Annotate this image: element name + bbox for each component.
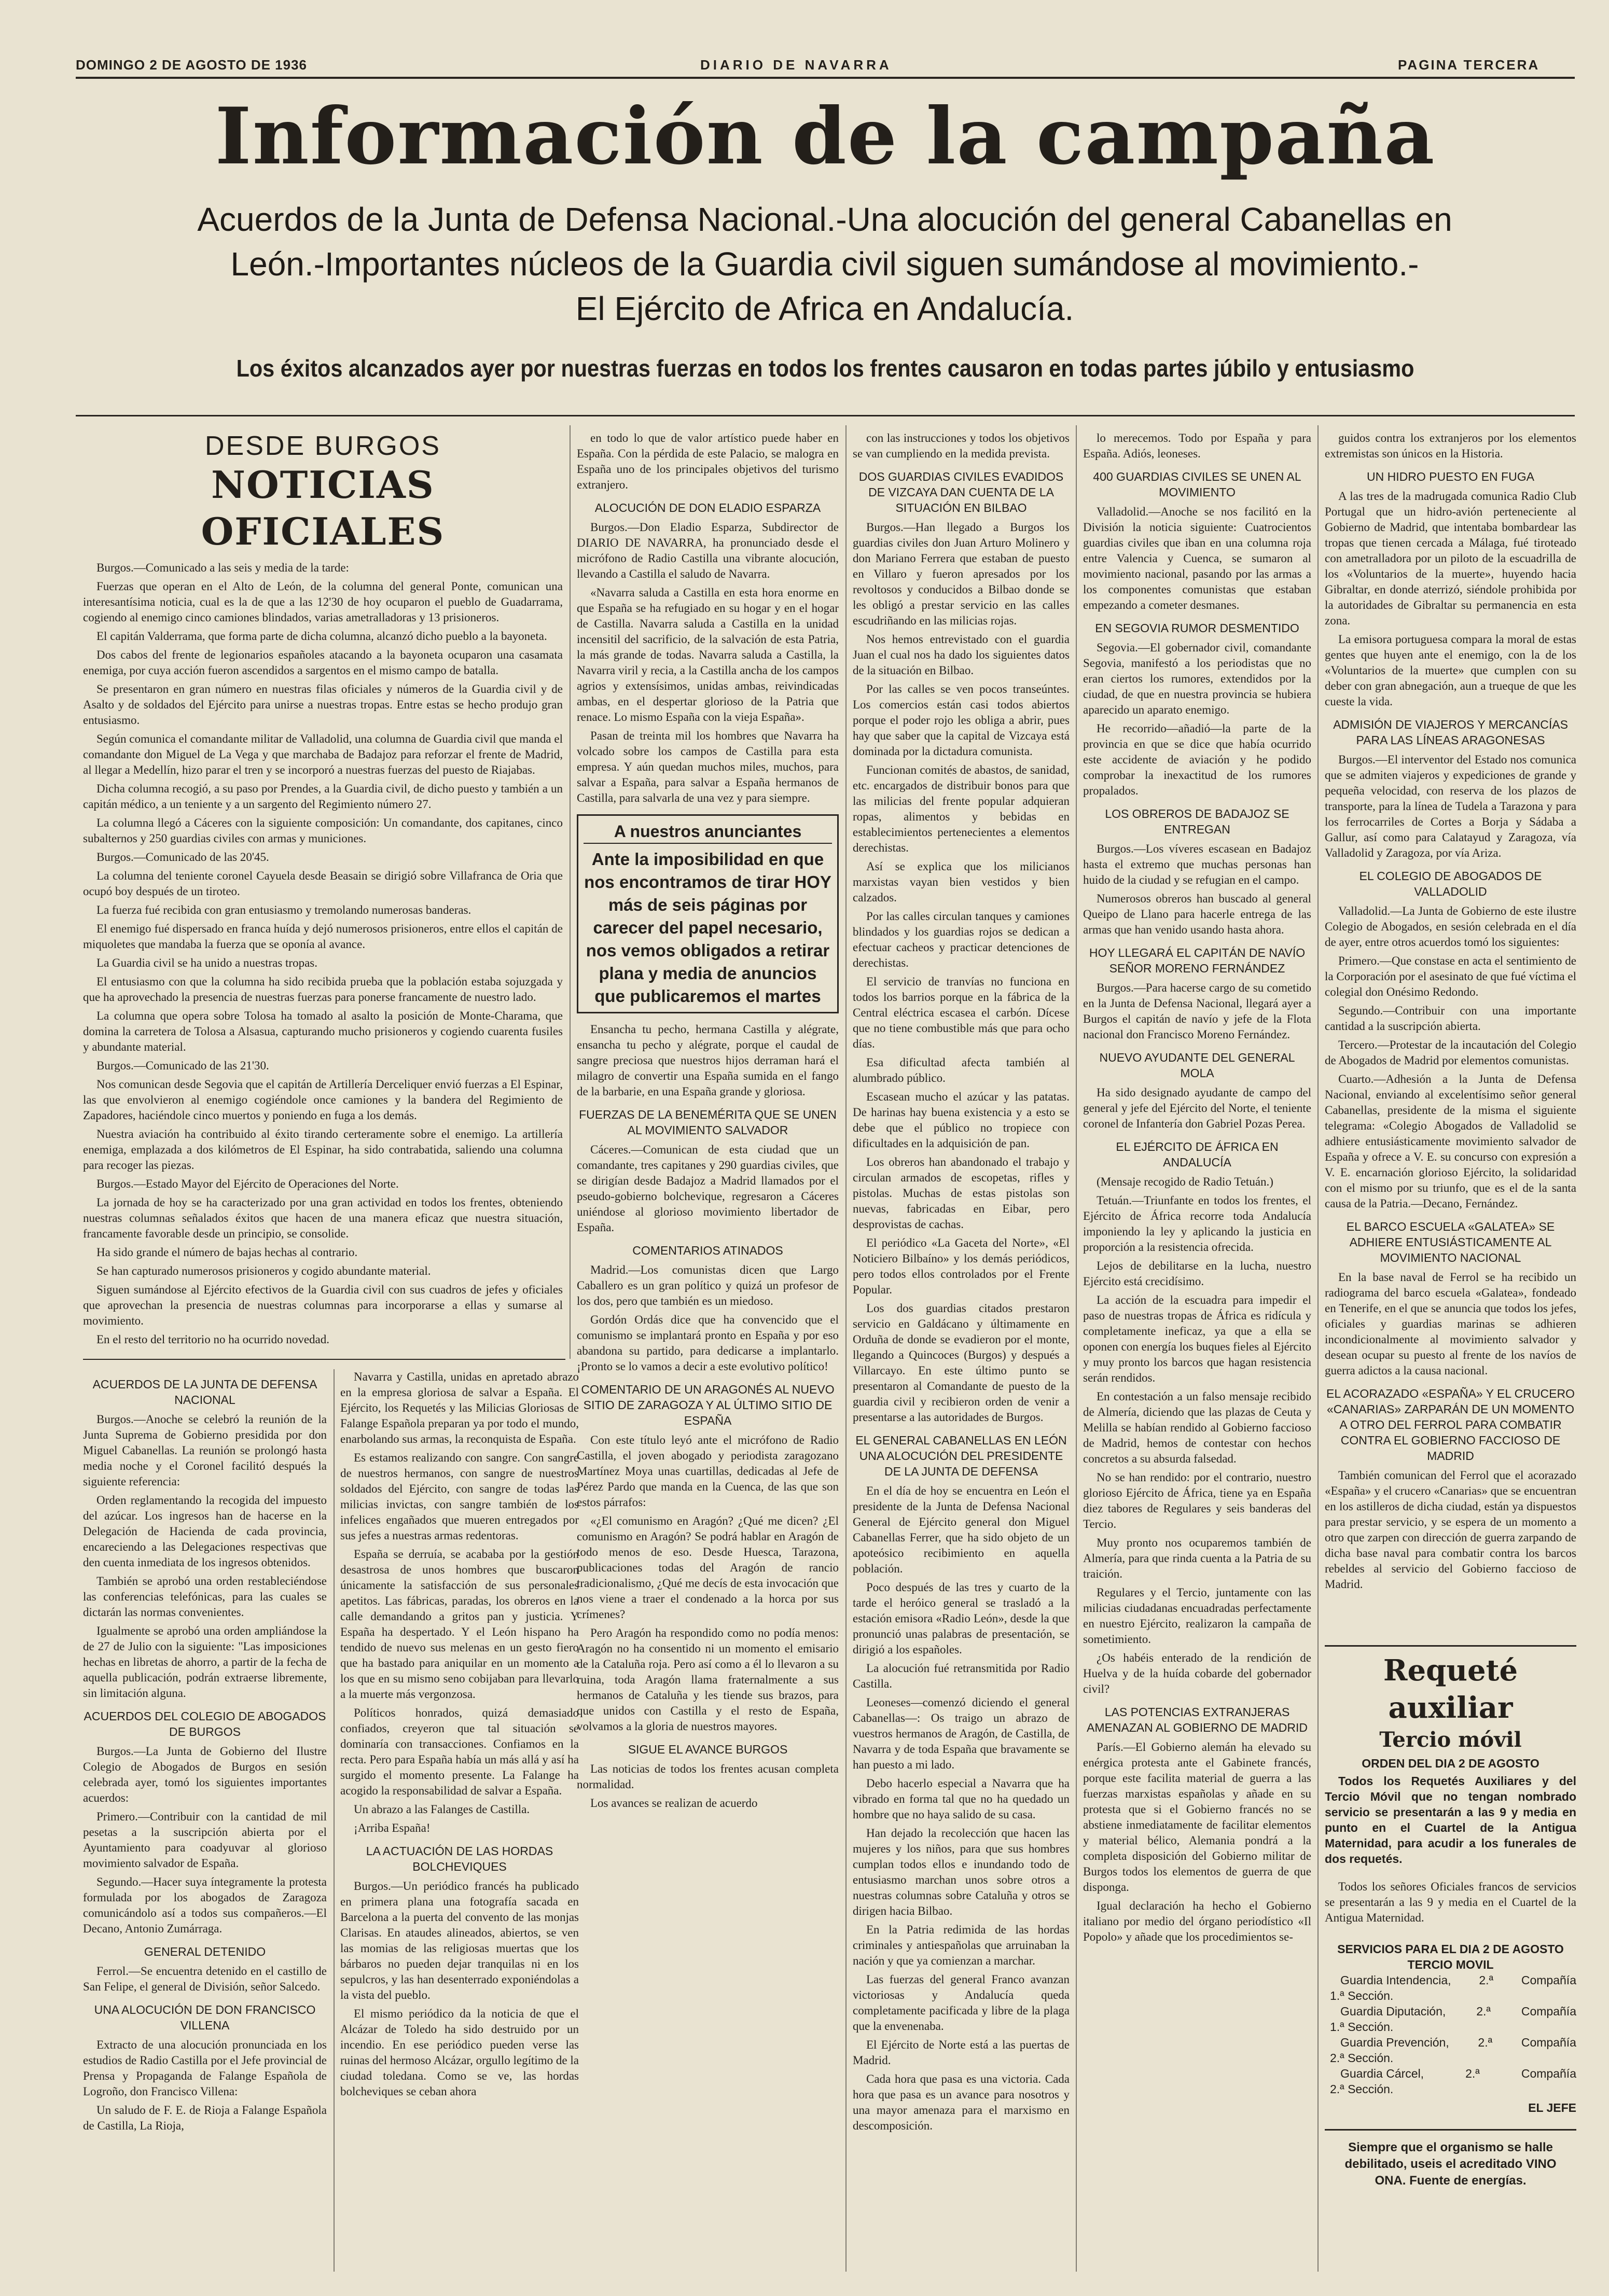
paragraph: en todo lo que de valor artístico puede haber en España. Con la pérdida de este Palacio, se malogra en España uno de los principales objetivos del turismo extranjero. — [577, 432, 839, 491]
paragraph: Burgos.—Comunicado de las 21'30. — [96, 1059, 269, 1072]
paragraph: lo merecemos. Todo por España y para España. Adiós, leoneses. — [1083, 432, 1311, 460]
requete-servicios: SERVICIOS PARA EL DIA 2 DE AGOSTO — [1337, 1942, 1564, 1956]
sub-headline: Los éxitos alcanzados ayer por nuestras fuerzas en todos los frentes causaron en todas partes júbilo y entusiasmo — [236, 355, 1414, 382]
paragraph: La alocución fué retransmitida por Radio Castilla. — [853, 1662, 1070, 1690]
section-title: EL GENERAL CABANELLAS EN LEÓN UNA ALOCUCIÓN DEL PRESIDENTE DE LA JUNTA DE DEFENSA — [855, 1434, 1067, 1478]
paragraph: «¿El comunismo en Aragón? ¿Qué me dicen? ¿El comunismo en Aragón? Se podrá hablar en Aragón de todo menos de eso. Desde Huesca, Tarazona, publicaciones todas del Aragón de rancio tradicionalismo, ¿Qué me decís de esta invocación que nos viene a traer el condenado a la horca por sus crímenes? — [577, 1514, 839, 1621]
column-rule — [1317, 425, 1319, 2272]
paragraph: Numerosos obreros han buscado al general Queipo de Llano para hacerle entrega de las armas que han venido usando hasta ahora. — [1083, 892, 1311, 936]
paragraph: Dicha columna recogió, a su paso por Prendes, a la Guardia civil, de dicho puesto y también a un capitán médico, a un teniente y a un sargento del Regimiento número 27. — [83, 782, 563, 811]
section-body — [1083, 1085, 1311, 1132]
section-body — [340, 1369, 579, 1836]
section-body — [1083, 504, 1311, 613]
section-body — [853, 430, 1070, 462]
paragraph: El capitán Valderrama, que forma parte de dicha columna, alcanzó dicho pueblo a la bayoneta. — [96, 630, 547, 643]
paragraph: El mismo periódico da la noticia de que el Alcázar de Toledo ha sido destruido por un incendio. En ese periódico pueden verse las ruinas del hermoso Alcázar, orgullo legítimo de la ciudad toledana. Como se ve, las hordas bolcheviques se ceban ahora — [340, 2007, 579, 2098]
paragraph: El enemigo fué dispersado en franca huída y dejó numerosos prisioneros, entre ellos el capitán de miquoletes que mandaba la fuerza que se oponía al avance. — [83, 922, 563, 951]
junta-defensa-article — [83, 1369, 327, 2282]
column-rule — [570, 425, 571, 1359]
section-title: EL COLEGIO DE ABOGADOS DE VALLADOLID — [1359, 869, 1542, 898]
paragraph: Siguen sumándose al Ejército efectivos de la Guardia civil con sus cuadros de jefes y oficiales que aprovechan la presencia de nuestras columnas para incorporarse a ellas y sumarse al movimiento. — [83, 1283, 563, 1327]
deck-line-1: Acuerdos de la Junta de Defensa Nacional.-Una alocución del general Cabanellas en — [197, 201, 1452, 238]
section-title: GENERAL DETENIDO — [144, 1945, 266, 1958]
article-body — [83, 560, 563, 1347]
issue-date: DOMINGO 2 DE AGOSTO DE 1936 — [76, 57, 307, 73]
paragraph: Segundo.—Contribuir con una importante cantidad a la suscripción abierta. — [1325, 1004, 1576, 1033]
section-title: NUEVO AYUDANTE DEL GENERAL MOLA — [1099, 1051, 1295, 1080]
section-title: EL BARCO ESCUELA «GALATEA» SE ADHIERE ENTUSIÁSTICAMENTE AL MOVIMIENTO NACIONAL — [1346, 1220, 1555, 1264]
service-section: 2.ª Sección. — [1330, 2051, 1394, 2065]
paragraph: Valladolid.—Anoche se nos facilitó en la División la noticia siguiente: Cuatrocientos guardias civiles que iban en una columna roja entre Valencia y Cuenca, se sumaron al movimiento nacional, pasando por las armas a los componentes comunistas que estaban empezando a cometer desmanes. — [1083, 505, 1311, 611]
requete-subtitle: Tercio móvil — [1379, 1728, 1522, 1752]
paragraph: En el día de hoy se encuentra en León el presidente de la Junta de Defensa Nacional General de Ejército general don Miguel Cabanellas Ferrer, que ha sido objeto de un apoteósico recibimiento en aquella población. — [853, 1484, 1070, 1575]
service-post: Guardia Cárcel, — [1340, 2067, 1424, 2080]
paragraph: Funcionan comités de abastos, de sanidad, etc. encargados de distribuir bonos para que las milicias del frente popular adquieran ropas, alimentos y bebidas en establecimientos pertenecientes a elementos derechistas. — [853, 763, 1070, 854]
paragraph: Nuestra aviación ha contribuido al éxito tirando certeramente sobre el enemigo. La artillería enemiga, emplazada a dos kilómetros de El Espinar, ha sido contrabatida, saliendo una columna para recoger las piezas. — [83, 1128, 563, 1172]
paragraph: Burgos.—Los víveres escasean en Badajoz hasta el extremo que muchas personas han huido de la ciudad y se refugian en el campo. — [1083, 842, 1311, 886]
section-body — [1083, 1740, 1311, 1945]
paragraph: Se han capturado numerosos prisioneros y cogido abundante material. — [96, 1264, 431, 1277]
paragraph: Igual declaración ha hecho el Gobierno italiano por medio del órgano periodístico «Il Popolo» y añade que los procedimientos se- — [1083, 1899, 1311, 1943]
paragraph: La fuerza fué recibida con gran entusiasmo y tremolando numerosas banderas. — [96, 903, 471, 916]
paragraph: En el resto del territorio no ha ocurrido novedad. — [96, 1333, 329, 1346]
paragraph: Madrid.—Los comunistas dicen que Largo Caballero es un gran político y quizá un profesor de los dos, pero que también es un miedoso. — [577, 1263, 839, 1307]
section-body — [1325, 903, 1576, 1212]
paragraph: Lejos de debilitarse en la lucha, nuestro Ejército está crecidísimo. — [1083, 1259, 1311, 1288]
section-title: COMENTARIO DE UN ARAGONÉS AL NUEVO SITIO DE ZARAGOZA Y AL ÚLTIMO SITIO DE ESPAÑA — [581, 1383, 835, 1427]
paragraph: Tercero.—Protestar de la incautación del Colegio de Abogados de Madrid por elementos comunistas. — [1325, 1038, 1576, 1067]
paragraph: Las noticias de todos los frentes acusan completa normalidad. — [577, 1762, 839, 1791]
section-body — [1325, 430, 1576, 462]
paragraph: La emisora portuguesa compara la moral de estas gentes que huyen ante el enemigo, con la de los «Voluntarios de la muerte» que cumplen con su deber con gran abnegación, aun a trueque de que les cueste la vida. — [1325, 633, 1576, 708]
paragraph: Segundo.—Hacer suya íntegramente la protesta formulada por los abogados de Zaragoza comunicándolo así a todos sus compañeros.—El Decano, Antonio Zumárraga. — [83, 1875, 327, 1935]
paragraph: Esa dificultad afecta también al alumbrado público. — [853, 1056, 1070, 1084]
column-5 — [1325, 430, 1576, 1644]
paragraph: Gordón Ordás dice que ha convencido que el comunismo se implantará pronto en España y por eso abandona su partido, para dedicarse a implantarlo. ¡Pronto se lo vamos a decir a este evolutivo político! — [577, 1313, 839, 1373]
column-2 — [577, 430, 839, 2277]
section-title: LA ACTUACIÓN DE LAS HORDAS BOLCHEVIQUES — [366, 1844, 553, 1873]
section-body — [577, 430, 839, 493]
vino-ona-ad: Siempre que el organismo se halle debilitado, useis el acreditado VINO ONA. Fuente de energías. — [1344, 2140, 1557, 2188]
section-title: ALOCUCIÓN DE DON ELADIO ESPARZA — [594, 501, 821, 514]
paragraph: Cáceres.—Comunican de esta ciudad que un comandante, tres capitanes y 290 guardias civiles, que se dirigían desde Badajoz a Madrid llamados por el pseudo-gobierno bolchevique, regresaron a Cáceres uniéndose al glorioso movimiento libertador de España. — [577, 1143, 839, 1234]
announcement-title: A nuestros anunciantes — [584, 820, 832, 844]
section-body — [1325, 1270, 1576, 1379]
column-rule — [334, 1369, 335, 2272]
main-headline: Información de la campaña — [215, 91, 1436, 182]
paragraph: He recorrido—añadió—la parte de la provincia en que se dice que había ocurrido este accidente de aviación y he podido comprobar la inexactitud de los rumores propalados. — [1083, 722, 1311, 797]
section-body — [83, 1964, 327, 1995]
paragraph: No se han rendido: por el contrario, nuestro glorioso Ejército de África, tiene ya en España diez tabores de Regulares y seis banderas del Tercio. — [1083, 1471, 1311, 1530]
service-company: Compañía — [1521, 2067, 1576, 2080]
section-rule — [1325, 1645, 1576, 1647]
section-body — [1325, 1468, 1576, 1592]
paragraph: Burgos.—Un periódico francés ha publicado en primera plana una fotografía sacada en Barcelona a la puerta del convento de las monjas Clarisas. En ataudes alineados, abiertos, se ven las momias de las religiosas muertas que los bárbaros no pueden dejar tranquilas ni en los sepulcros, y las han desenterrado exponiéndolas a la vista del pueblo. — [340, 1880, 579, 2001]
paragraph: (Mensaje recogido de Radio Tetuán.) — [1097, 1175, 1273, 1188]
paragraph: España se derruía, se acababa por la gestión desastrosa de unos hombres que buscaron únicamente la satisfacción de sus personales apetitos. Las fábricas, paradas, los obreros en la calle demandando a gritos pan y justicia. Y España ha despertado. Y el León hispano ha tendido de nuevo sus melenas en un gesto fiero que ha bastado para aniquilar en un momento a los que en su mismo seno cobijaban para llevarlo a la muerte más vergonzosa. — [340, 1548, 579, 1701]
paragraph: Se presentaron en gran número en nuestras filas oficiales y números de la Guardia civil y de Asalto y de soldados del Ejército para unirse a nuestras tropas. Entre estas se hecho produjo gran entusiasmo. — [83, 683, 563, 727]
requete-jefe: EL JEFE — [1528, 2101, 1576, 2114]
service-company: Compañía — [1521, 1973, 1576, 1987]
paragraph: Los avances se realizan de acuerdo — [590, 1797, 758, 1810]
section-title: EN SEGOVIA RUMOR DESMENTIDO — [1095, 621, 1299, 635]
subheadline-rule — [76, 415, 1575, 416]
section-title: ACUERDOS DEL COLEGIO DE ABOGADOS DE BURGOS — [84, 1709, 326, 1738]
section-rule — [83, 1359, 565, 1360]
newspaper-name: DIARIO DE NAVARRA — [700, 57, 892, 73]
column-rule — [1076, 425, 1077, 2272]
paragraph: Ferrol.—Se encuentra detenido en el castillo de San Felipe, el general de División, señor Salcedo. — [83, 1965, 327, 1993]
paragraph: Burgos.—Don Eladio Esparza, Subdirector de DIARIO DE NAVARRA, ha pronunciado desde el micrófono de Radio Castilla una vibrante alocución, llevando a Castilla el saludo de Navarra. — [577, 521, 839, 580]
paragraph: Segovia.—El gobernador civil, comandante Segovia, manifestó a los periodistas que no eran ciertos los rumores, extendidos por la ciudad, de que en nuestra provincia se hubiera aparecido un aparato enemigo. — [1083, 641, 1311, 716]
paragraph: Fuerzas que operan en el Alto de León, de la columna del general Ponte, comunican una interesantísima noticia, cual es la de que a las 12'30 de hoy ocuparon el pueblo de Guadarrama, cogiendo al enemigo cinco camiones blindados, varias ametralladoras y 13 prisioneros. — [83, 580, 563, 624]
paragraph: Ha sido grande el número de bajas hechas al contrario. — [96, 1246, 358, 1259]
section-body — [340, 1878, 579, 2099]
paragraph: Un saludo de F. E. de Rioja a Falange Española de Castilla, La Rioja, — [83, 2104, 327, 2132]
section-rule — [1325, 2129, 1576, 2131]
service-company-number: 2.ª — [1479, 1973, 1494, 1987]
section-body — [83, 1744, 327, 1937]
paragraph: Con este título leyó ante el micrófono de Radio Castilla, el joven abogado y periodista zaragozano Martínez Moya unas cuartillas, dedicadas al Jefe de Pérez Pardo que manda en la Cuenca, de las que son estos párrafos: — [577, 1434, 839, 1509]
announcement-box — [577, 814, 839, 1013]
section-title: UNA ALOCUCIÓN DE DON FRANCISCO VILLENA — [94, 2003, 316, 2032]
column-3 — [853, 430, 1070, 2277]
noticias-oficiales-article — [83, 430, 563, 1354]
paragraph: El periódico «La Gaceta del Norte», «El Noticiero Bilbaíno» y los demás periódicos, pero todos ellos controlados por el Frente Popular. — [853, 1236, 1070, 1296]
paragraph: En la Patria redimida de las hordas criminales y antiespañolas que arruinaban la nación y que ya comienzan a marchar. — [853, 1923, 1070, 1967]
section-title: COMENTARIOS ATINADOS — [632, 1244, 783, 1257]
paragraph: «Navarra saluda a Castilla en esta hora enorme en que España se ha refugiado en su hogar y en el hogar de Castilla. Navarra saluda a Castilla en la unidad incensitil del sacrificio, de la salvación de esta Patria, la más grande de todas. Navarra saluda a Castilla, la Navarra viril y recia, a la Castilla ancha de los campos agrios y extensísimos, unidas ambas, reivindicadas ambas, en el despertar glorioso de la Patria que renace. Lo mismo España con la vieja España». — [577, 586, 839, 723]
section-body — [577, 1761, 839, 1811]
section-body — [1325, 489, 1576, 709]
section-body — [853, 520, 1070, 1425]
section-title: EL ACORAZADO «ESPAÑA» Y EL CRUCERO «CANARIAS» ZARPARÁN DE UN MOMENTO A OTRO DEL FERROL PARA COMBATIR CONTRA EL GOBIERNO FACCIOSO DE MADRID — [1326, 1387, 1575, 1463]
article-kicker: DESDE BURGOS — [205, 431, 441, 461]
section-body — [83, 2037, 327, 2134]
paragraph: ¡Arriba España! — [354, 1821, 431, 1834]
section-body — [1083, 430, 1311, 462]
paragraph: París.—El Gobierno alemán ha elevado su enérgica protesta ante el Gabinete francés, porque este facilita material de guerra a las fuerzas marxistas españolas y añade en su protesta que si el Gobierno francés no se abstiene inmediatamente de facilitar elementos y material bélico, Alemania pondrá a la completa disposición del Gobierno militar de Burgos todos los elementos de guerra de que disponga. — [1083, 1741, 1311, 1894]
paragraph: Según comunica el comandante militar de Valladolid, una columna de Guardia civil que manda el comandante don Miguel de La Vega y que marchaba de Badajoz para reforzar el frente de Madrid, al llegar a Medellín, hizo parar el tren y se incorporó a nuestras fuerzas del puesto de Riajabas. — [83, 732, 563, 776]
paragraph: La Guardia civil se ha unido a nuestras tropas. — [96, 956, 318, 969]
article-title: NOTICIAS OFICIALES — [201, 463, 445, 553]
service-row — [1325, 2035, 1576, 2050]
section-body — [1083, 841, 1311, 938]
header-rule — [76, 77, 1575, 79]
paragraph: El Ejército de Norte está a las puertas de Madrid. — [853, 2038, 1070, 2067]
service-section: 1.ª Sección. — [1330, 2020, 1394, 2034]
section-body — [577, 1142, 839, 1235]
paragraph: Burgos.—Han llegado a Burgos los guardias civiles don Juan Arturo Molinero y don Mariano Ferrera que estaban de puesto en Villaro y fueron apresados por los revoltosos y conducidos a Bilbao donde se les obligó a prestar servicio en las calles escudriñando en las milicias rojas. — [853, 521, 1070, 627]
service-company-number: 2.ª — [1476, 2005, 1491, 2018]
paragraph: La acción de la escuadra para impedir el paso de nuestras tropas de África es ridícula y completamente ineficaz, ya que a ella se oponen con energía los buques fieles al Ejército y muy pronto los barcos que hagan resistencia serán rendidos. — [1083, 1293, 1311, 1384]
section-title: 400 GUARDIAS CIVILES SE UNEN AL MOVIMIENTO — [1093, 470, 1301, 499]
paragraph: En contestación a un falso mensaje recibido de Almería, diciendo que las plazas de Ceuta y Melilla se habían rendido al Gobierno faccioso de Madrid, hemos de contestar con hechos concretos a su absurda falsedad. — [1083, 1390, 1311, 1465]
paragraph: Burgos.—Comunicado a las seis y media de la tarde: — [96, 561, 349, 574]
announcement-text: Ante la imposibilidad en que nos encontramos de tirar HOY más de seis páginas por carecer del papel necesario, nos vemos obligados a retirar plana y media de anuncios que publicaremos el martes — [584, 850, 831, 1006]
paragraph: Ensancha tu pecho, hermana Castilla y alégrate, ensancha tu pecho y alégrate, porque el caudal de sangre preciosa que nuestros hijos derraman hará el milagro de convertir una España sumida en el fango de la barbarie, en una España grande y gloriosa. — [577, 1023, 839, 1098]
section-body — [1083, 980, 1311, 1042]
requete-notice — [1325, 1652, 1576, 2116]
requete-service-list — [1325, 1972, 1576, 2097]
paragraph: Extracto de una alocución pronunciada en los estudios de Radio Castilla por el Jefe provincial de Prensa y Propaganda de Falange Española de Logroño, don Francisco Villena: — [83, 2038, 327, 2098]
paragraph: Ha sido designado ayudante de campo del general y jefe del Ejército del Norte, el teniente coronel de Infantería don Gabriel Pozas Perea. — [1083, 1086, 1311, 1130]
section-body — [1083, 640, 1311, 799]
paragraph: Pasan de treinta mil los hombres que Navarra ha volcado sobre los campos de Castilla para esta empresa. Y aún quedan muchos miles, muchos, para salvar a España, para salvar a España hermanos de Castilla, para salvarla de una vez y para siempre. — [577, 729, 839, 804]
paragraph: Por las calles se ven pocos transeúntes. Los comercios están casi todos abiertos porque el poder rojo les obliga a abrir, pues hay que saber que la capital de Vizcaya está dominada por la dictadura comunista. — [853, 683, 1070, 758]
service-row — [1325, 2066, 1576, 2081]
paragraph: Burgos.—Anoche se celebró la reunión de la Junta Suprema de Gobierno presidida por don Miguel Cabanellas. La reunión se prolongó hasta media noche y el Coronel facilitó después la siguiente referencia: — [83, 1413, 327, 1488]
section-title: SIGUE EL AVANCE BURGOS — [628, 1743, 788, 1756]
paragraph: La columna que opera sobre Tolosa ha tomado al asalto la posición de Monte-Charama, que domina la carretera de Tolosa a Alsasua, capturando mucho prisioneros y cogiendo cuarenta fusiles y abundante material. — [83, 1009, 563, 1053]
paragraph: A las tres de la madrugada comunica Radio Club Portugal que un hidro-avión perteneciente al Gobierno de Madrid, que intentaba bombardear las tropas que tienen cercada a Málaga, fué tiroteado con ametralladora por un piloto de la escuadrilla de los «Voluntarios de la muerte», huyendo hacia Gibraltar, en donde aterrizó, siéndole prohibida por la autoridades de Gibraltar su permanencia en esta zona. — [1325, 490, 1576, 627]
section-body — [83, 1412, 327, 1701]
paragraph: También comunican del Ferrol que el acorazado «España» y el crucero «Canarias» que se encuentran en los astilleros de dicha ciudad, están ya dispuestos para prestar servicio, y se espera de un momento a otro que zarpen con dirección de guerra zarpando de dicha base naval para combatir contra los barcos rebeldes al servicio del Gobierno faccioso de Madrid. — [1325, 1469, 1576, 1591]
paragraph: La columna del teniente coronel Cayuela desde Beasain se dirigió sobre Villafranca de Oria que ocupó boy después de un tiroteo. — [83, 869, 563, 898]
paragraph: Primero.—Que constase en acta el sentimiento de la Corporación por el asesinato de que fué víctima el colegial don Onésimo Redondo. — [1325, 954, 1576, 998]
paragraph: Es estamos realizando con sangre. Con sangre de nuestros hermanos, con sangre de nuestros soldados del Ejército, con sangre de todas las milicias invictas, con sangre también de los infelices engañados que mueren entregados por sus jefes a nuestras armas redentoras. — [340, 1451, 579, 1542]
paragraph: También se aprobó una orden restableciéndose las conferencias telefónicas, para las cuales se dictarán las normas convenientes. — [83, 1575, 327, 1619]
section-title: UN HIDRO PUESTO EN FUGA — [1367, 470, 1534, 483]
section-body — [853, 1483, 1070, 2134]
service-row — [1325, 2003, 1576, 2019]
section-title: LAS POTENCIAS EXTRANJERAS AMENAZAN AL GOBIERNO DE MADRID — [1087, 1705, 1308, 1734]
paragraph: La columna llegó a Cáceres con la siguiente composición: Un comandante, dos capitanes, cinco subalternos y 250 guardias civiles con armas y municiones. — [83, 816, 563, 845]
service-section: 2.ª Sección. — [1330, 2082, 1394, 2096]
requete-text-1: Todos los Requetés Auxiliares y del Tercio Móvil que no tengan nombrado servicio se presentarán a las 9 y media en punto en el Cuartel de la Antigua Maternidad, para acudir a los funerales de dos requetés. — [1325, 1774, 1576, 1866]
section-title: HOY LLEGARÁ EL CAPITÁN DE NAVÍO SEÑOR MORENO FERNÁNDEZ — [1089, 946, 1306, 975]
paragraph: Las fuerzas del general Franco avanzan victoriosas y Andalucía queda completamente pacificada y libre de la plaga que la envenenaba. — [853, 1973, 1070, 2033]
paragraph: Los obreros han abandonado el trabajo y circulan armados de escopetas, rifles y pistolas. Muchas de estas pistolas son nuevas, fabricadas en Eibar, pero desprovistas de cachas. — [853, 1156, 1070, 1231]
paragraph: La jornada de hoy se ha caracterizado por una gran actividad en todos los frentes, obteniendo nuestras columnas señalados éxitos que hacen de una manera eficaz que nuestra situación, francamente favorable desde un principio, se consolide. — [83, 1196, 563, 1240]
headline-deck — [52, 197, 1598, 331]
paragraph: Pero Aragón ha respondido como no podía menos: Aragón no ha consentido ni un momento el emisario de la Cataluña roja. Pero así como a él lo llevaron a su ruina, toda Aragón llama fraternalmente a sus hermanos de Cataluña y les tiende sus brazos, para que unidos con Castilla y el resto de España, volvamos a la gloria de nuestros mayores. — [577, 1626, 839, 1733]
service-company: Compañía — [1521, 2036, 1576, 2049]
service-section: 1.ª Sección. — [1330, 1989, 1394, 2002]
paragraph: Valladolid.—La Junta de Gobierno de este ilustre Colegio de Abogados, en sesión celebrada en el día de ayer, entre otros acuerdos tomó los siguientes: — [1325, 905, 1576, 949]
paragraph: Poco después de las tres y cuarto de la tarde el heróico general se trasladó a la estación emisora «Radio León», desde la que pronunció unas palabras de presentación, se dirigió a los españoles. — [853, 1581, 1070, 1656]
requete-title: Requeté auxiliar — [1383, 1653, 1518, 1725]
paragraph: Regulares y el Tercio, juntamente con las milicias ciudadanas encuadradas perfectamente en nuestro Ejército, realizaron la campaña de sometimiento. — [1083, 1586, 1311, 1646]
paragraph: Nos hemos entrevistado con el guardia Juan el cual nos ha dado los siguientes datos de la situación en Bilbao. — [853, 633, 1070, 677]
paragraph: guidos contra los extranjeros por los elementos extremistas son únicos en la Historia. — [1325, 432, 1576, 460]
paragraph: Primero.—Contribuir con la cantidad de mil pesetas a la suscripción abierta por el Ayuntamiento para coadyuvar al glorioso movimiento salvador de España. — [83, 1810, 327, 1870]
paragraph: Un abrazo a las Falanges de Castilla. — [354, 1803, 530, 1816]
requete-text-2: Todos los señores Oficiales francos de servicios se presentarán a las 9 y media en el Cuartel de la Antigua Maternidad. — [1325, 1880, 1576, 1924]
requete-orden: ORDEN DEL DIA 2 DE AGOSTO — [1362, 1757, 1539, 1770]
paragraph: Cada hora que pasa es una victoria. Cada hora que pasa es un avance para nosotros y una mayor amenaza para el marxismo en descomposición. — [853, 2072, 1070, 2132]
section-body — [1083, 1174, 1311, 1697]
paragraph: Orden reglamentando la recogida del impuesto del azúcar. Los ingresos han de hacerse en la Delegación de Hacienda de cada provincia, encareciendo a las Delegaciones respectivas que den cuenta inmediata de los ingresos obtenidos. — [83, 1494, 327, 1569]
paragraph: Leoneses—comenzó diciendo el general Cabanellas—: Os traigo un abrazo de vuestros hermanos de Aragón, de Castilla, de Navarra y de toda España que bravamente se han puesto a mi lado. — [853, 1696, 1070, 1771]
paragraph: Burgos.—El interventor del Estado nos comunica que se admiten viajeros y expediciones de grande y pequeña velocidad, con reserva de los plazos de transporte, para la línea de Tudela a Tarazona y para los ferrocarriles de Cortes a Borja y Sádaba a Gallur, así como para Calatayud y Zaragoza, vía Valladolid y Zaragoza, por vía Ariza. — [1325, 753, 1576, 859]
service-company-number: 2.ª — [1465, 2067, 1480, 2080]
section-body — [577, 1432, 839, 1734]
paragraph: Políticos honrados, quizá demasiado confiados, creyeron que tal situación se dominaría con transacciones. Confiamos en la recta. Pero para España había un más allá y así ha surgido el momento presente. La Falange ha acogido la responsabilidad de salvar a España. — [340, 1706, 579, 1797]
paragraph: Cuarto.—Adhesión a la Junta de Defensa Nacional, enviando al excelentísimo señor general Cabanellas, presidente de la misma el siguiente telegrama: «Colegio Abogados de Valladolid se adhiere entusiásticamente movimiento salvador de España y ofrece a V. E. su concurso con expresión a V. E. encarnación glorioso Ejército, la solidaridad con el mismo por su triunfo, que es el de la santa causa de la Patria.—Decano, Fernández. — [1325, 1073, 1576, 1210]
paragraph: Muy pronto nos ocuparemos también de Almería, para que rinda cuenta a la Patria de su traición. — [1083, 1536, 1311, 1580]
paragraph: El entusiasmo con que la columna ha sido recibida prueba que la población estaba sojuzgada y que ha aprovechado la presencia de nuestras fuerzas para ponerse francamente de nuestro lado. — [83, 975, 563, 1004]
requete-tercio: TERCIO MOVIL — [1407, 1958, 1494, 1971]
paragraph: Navarra y Castilla, unidas en apretado abrazo en la empresa gloriosa de salvar a España. El Ejército, los Requetés y las Milicias Gloriosas de Falange Española preparan ya por todo el mundo, enarbolando sus armas, la reconquista de España. — [340, 1370, 579, 1445]
section-title: LOS OBREROS DE BADAJOZ SE ENTREGAN — [1105, 807, 1289, 836]
service-post: Guardia Prevención, — [1340, 2036, 1449, 2049]
column-rule — [845, 425, 847, 2272]
paragraph: Tetuán.—Triunfante en todos los frentes, el Ejército de África recorre toda Andalucía imponiendo la ley y aplicando la justicia en proporción a la resistencia ofrecida. — [1083, 1194, 1311, 1254]
section-body — [577, 1262, 839, 1374]
deck-line-2: León.-Importantes núcleos de la Guardia civil siguen sumándose al movimiento.- — [230, 245, 1419, 283]
paragraph: Burgos.—La Junta de Gobierno del Ilustre Colegio de Abogados de Burgos en sesión celebrada ayer, tomó los siguientes importantes acuerdos: — [83, 1745, 327, 1804]
section-body — [577, 1022, 839, 1100]
paragraph: Nos comunican desde Segovia que el capitán de Artillería Derceliquer envió fuerzas a El Espinar, las que envolvieron al enemigo cogiéndole once camiones y la bandera del Regimiento de Zapadores, haciéndole cinco muertos y poniendo en fuga a los demás. — [83, 1078, 563, 1122]
section-title: FUERZAS DE LA BENEMÉRITA QUE SE UNEN AL MOVIMIENTO SALVADOR — [579, 1108, 837, 1137]
paragraph: Burgos.—Estado Mayor del Ejército de Operaciones del Norte. — [96, 1177, 399, 1190]
paragraph: Los dos guardias citados prestaron servicio en Galdácano y últimamente en Orduña de donde se evadieron por el monte, llegando a Quincoces (Burgos) y después a Villarcayo. En este último punto se presentaron al Comandante de puesto de la guardia civil y recibieron orden de venir a presentarse a las autoridades de Burgos. — [853, 1302, 1070, 1424]
paragraph: Burgos.—Para hacerse cargo de su cometido en la Junta de Defensa Nacional, llegará ayer a Burgos el capitán de navío y jefe de la Flota nacional don Francisco Moreno Fernández. — [1083, 981, 1311, 1041]
section-title: DOS GUARDIAS CIVILES EVADIDOS DE VIZCAYA DAN CUENTA DE LA SITUACIÓN EN BILBAO — [858, 470, 1064, 514]
paragraph: Burgos.—Comunicado de las 20'45. — [96, 851, 269, 864]
paragraph: Escasean mucho el azúcar y las patatas. De harinas hay buena existencia y a esto se debe que el público no tropiece con dificultades en la adquisición de pan. — [853, 1090, 1070, 1150]
service-post: Guardia Intendencia, — [1340, 1973, 1451, 1987]
column-4 — [1083, 430, 1311, 2277]
paragraph: Por las calles circulan tanques y camiones blindados y los guardias rojos se dedican a efectuar cacheos y practicar detenciones de derechistas. — [853, 910, 1070, 969]
paragraph: Igualmente se aprobó una orden ampliándose la de 27 de Julio con la siguiente: "Las imposiciones hechas en libretas de ahorro, a partir de la fecha de aquella publicación, podrán extraerse libremente, sin limitación alguna. — [83, 1624, 327, 1700]
paragraph: El servicio de tranvías no funciona en todos los barrios porque en la fábrica de la Central eléctrica escasea el carbón. Dícese que no tiene combustible más que para ocho días. — [853, 975, 1070, 1050]
section-title: ADMISIÓN DE VIAJEROS Y MERCANCÍAS PARA LAS LÍNEAS ARAGONESAS — [1333, 718, 1568, 747]
section-title: EL EJÉRCITO DE ÁFRICA EN ANDALUCÍA — [1116, 1140, 1279, 1169]
paragraph: Dos cabos del frente de legionarios españoles atacando a la bayoneta ocuparon una casamata enemiga, por cuya acción fueron ascendidos a sargentos en el mismo campo de batalla. — [83, 648, 563, 677]
paragraph: Así se explica que los milicianos marxistas vayan bien vestidos y bien calzados. — [853, 860, 1070, 904]
deck-line-3: El Ejército de Africa en Andalucía. — [575, 290, 1074, 327]
page-number: PAGINA TERCERA — [1398, 57, 1540, 73]
paragraph: con las instrucciones y todos los objetivos se van cumpliendo en la medida prevista. — [853, 432, 1070, 460]
section-body — [577, 520, 839, 806]
section-body — [1325, 752, 1576, 861]
section-title: ACUERDOS DE LA JUNTA DE DEFENSA NACIONAL — [92, 1377, 317, 1407]
service-company: Compañía — [1521, 2005, 1576, 2018]
service-row — [1325, 1972, 1576, 1988]
paragraph: ¿Os habéis enterado de la rendición de Huelva y de la huída cobarde del gobernador civil? — [1083, 1651, 1311, 1695]
service-company-number: 2.ª — [1478, 2036, 1493, 2049]
service-post: Guardia Diputación, — [1340, 2005, 1446, 2018]
paragraph: Han dejado la recolección que hacen las mujeres y los niños, para que sus hombres cumplan todos ellos e inundando todo de entusiasmo marchan unos sobre otros a nuestras columnas sobre Cataluña y otros se dirigen hacia Bilbao. — [853, 1827, 1070, 1917]
paragraph: En la base naval de Ferrol se ha recibido un radiograma del barco escuela «Galatea», fondeado en Tenerife, en el que se anuncia que todos los jefes, oficiales y guardias marinas se adhieren incondicionalmente al movimiento salvador y desean ocupar su puesto al frente de los navíos de guerra adictos a la causa nacional. — [1325, 1271, 1576, 1377]
falange-alocucion-article — [340, 1369, 579, 2282]
paragraph: Debo hacerlo especial a Navarra que ha vibrado en forma tal que no ha quedado un hombre que no haya salido de su casa. — [853, 1777, 1070, 1821]
